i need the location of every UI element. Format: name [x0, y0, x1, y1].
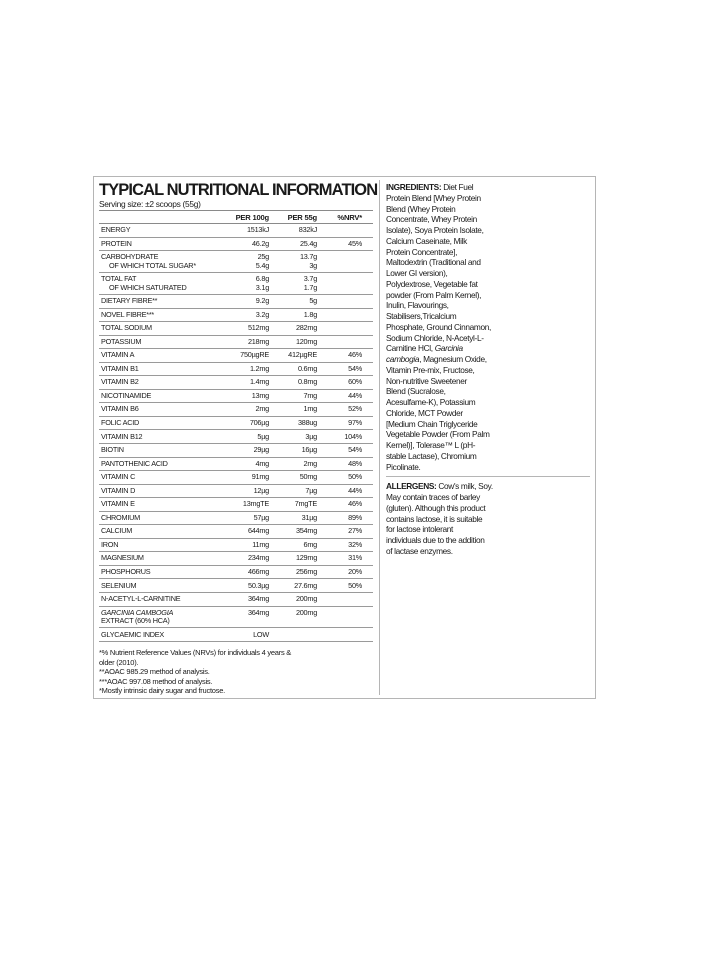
ingredients-line: Non-nutritive Sweetener [386, 375, 467, 386]
value-nrv: 52% [348, 404, 362, 414]
allergens-line: Cow's milk, Soy. [436, 481, 493, 492]
value-per-55g: 50mg [299, 472, 317, 482]
ingredients-line: Polydextrose, Vegetable fat [386, 278, 478, 289]
value-per-55g: 13.7g [299, 252, 317, 262]
footnotes [99, 648, 373, 696]
value-per-100g: 364mg [247, 594, 269, 604]
table-row [99, 403, 373, 417]
value-per-100g: 466mg [247, 567, 269, 577]
nutrient-name: GLYCAEMIC INDEX [101, 629, 165, 639]
value-per-100g: 5.4g [255, 260, 269, 270]
value-per-100g: 1.2mg [249, 363, 269, 373]
serving-size: Serving size: ±2 scoops (55g) [99, 199, 373, 211]
table-row [99, 607, 373, 629]
value-per-100g: 706µg [249, 418, 269, 428]
footnote-line: *Mostly intrinsic dairy sugar and fructose. [99, 686, 225, 696]
value-per-100g: 6.8g [255, 274, 269, 284]
nutrient-name: ENERGY [101, 225, 131, 235]
value-per-55g: 3.7g [303, 274, 317, 284]
value-per-55g: 0.6mg [297, 363, 317, 373]
table-row [99, 417, 373, 431]
page-title: TYPICAL NUTRITIONAL INFORMATION [99, 181, 378, 199]
allergens-line: individuals due to the addition [386, 535, 485, 545]
value-per-100g: 12µg [253, 485, 269, 495]
value-per-55g: 354mg [295, 526, 317, 536]
ingredients-line: Sodium Chloride, N-Acetyl-L- [386, 332, 484, 343]
table-row [99, 309, 373, 323]
allergens-line: for lactose intolerant [386, 524, 454, 535]
value-per-100g: 25g [257, 252, 269, 262]
value-per-100g: 29µg [253, 445, 269, 455]
ingredients-line: Blend (Sucralose, [386, 386, 446, 397]
table-row [99, 628, 373, 642]
value-per-55g: 1mg [303, 404, 317, 414]
value-per-55g: 1.7g [303, 282, 317, 292]
nutrition-table-section [99, 181, 378, 696]
value-per-55g: 7mg [303, 390, 317, 400]
table-row [99, 444, 373, 458]
value-nrv: 44% [348, 485, 362, 495]
ingredients-line: [Medium Chain Triglyceride [386, 418, 478, 429]
ingredients-line: Chloride, MCT Powder [386, 407, 463, 418]
nutrient-name: PHOSPHORUS [101, 567, 151, 577]
allergens-line: of lactase enzymes. [386, 545, 453, 556]
value-per-55g: 25.4g [299, 238, 317, 248]
value-per-100g: 13mgTE [242, 499, 269, 509]
value-per-55g: 7mgTE [294, 499, 317, 509]
ingredients-line: Diet Fuel [441, 182, 474, 192]
ingredients-line: Kernel)], Tolerase™ L (pH- [386, 440, 476, 450]
value-per-55g: 200mg [295, 594, 317, 604]
table-row [99, 238, 373, 252]
value-per-100g: 5µg [257, 431, 269, 441]
value-nrv: 32% [348, 539, 362, 549]
section-divider [386, 476, 590, 477]
value-per-100g: 46.2g [251, 238, 269, 248]
value-per-100g: 1513kJ [246, 225, 269, 235]
value-per-55g: 5g [309, 296, 317, 306]
value-per-100g: 9.2g [255, 296, 269, 306]
value-per-100g: 218mg [247, 336, 269, 346]
nutrient-name: VITAMIN B1 [101, 363, 139, 373]
nutrient-name: BIOTIN [101, 445, 124, 455]
allergens-line: May contain traces of barley [386, 492, 480, 502]
value-per-100g: 91mg [251, 472, 269, 482]
allergens-line: (gluten). Although this product [386, 502, 486, 513]
ingredients-line: cambogia, Magnesium Oxide, [386, 354, 487, 364]
italic-term: Garcinia [434, 343, 463, 354]
nutrient-name: IRON [101, 539, 119, 549]
value-nrv: 89% [348, 512, 362, 522]
value-nrv: 104% [344, 431, 362, 441]
nutrient-name: NOVEL FIBRE*** [101, 309, 155, 319]
nutrition-panel [93, 176, 596, 699]
table-row [99, 552, 373, 566]
footnote-line: older (2010). [99, 657, 139, 667]
col-nrv: %NRV* [337, 213, 362, 222]
table-row [99, 539, 373, 553]
nutrient-name: CALCIUM [101, 526, 133, 536]
value-per-100g: 11mg [252, 539, 269, 549]
value-per-100g: 57µg [253, 512, 269, 522]
nutrient-name: VITAMIN A [101, 350, 135, 360]
ingredients-line: Stabilisers,Tricalcium [386, 311, 457, 321]
ingredients-line: powder (From Palm Kernel), [386, 289, 482, 300]
value-per-100g: 1.4mg [249, 377, 269, 387]
value-nrv: 97% [348, 418, 362, 428]
value-per-100g: 234mg [247, 553, 269, 563]
value-per-55g: 3g [309, 260, 317, 270]
value-per-55g: 120mg [295, 336, 317, 346]
nutrient-name: DIETARY FIBRE** [101, 296, 158, 306]
value-per-100g: 2mg [255, 404, 269, 414]
table-row [99, 336, 373, 350]
table-header [99, 211, 373, 224]
value-per-100g: 750µgRE [240, 350, 269, 360]
table-row [99, 471, 373, 485]
nutrient-name: OF WHICH TOTAL SUGAR* [109, 260, 196, 270]
ingredients-line: Phosphate, Ground Cinnamon, [386, 321, 491, 332]
value-per-100g: 4mg [255, 458, 269, 468]
value-nrv: 46% [348, 499, 362, 509]
value-per-100g: 3.2g [255, 309, 269, 319]
ingredients-line: Isolate), Soya Protein Isolate, [386, 225, 484, 235]
ingredients-line: stable Lactase), Chromium [386, 450, 477, 461]
nutrient-name: EXTRACT (60% HCA) [101, 616, 170, 626]
nutrient-name: MAGNESIUM [101, 553, 144, 563]
value-per-55g: 1.8g [303, 309, 317, 319]
column-divider [379, 180, 380, 695]
ingredients-section [386, 182, 590, 557]
nutrient-name: PROTEIN [101, 238, 132, 248]
ingredients-line: Blend (Whey Protein [386, 203, 456, 214]
allergens-line: contains lactose, it is suitable [386, 513, 483, 524]
value-nrv: 54% [348, 445, 362, 455]
value-per-100g: 50.3µg [248, 580, 269, 590]
value-per-55g: 27.6mg [294, 580, 317, 590]
nutrient-name: N-ACETYL-L-CARNITINE [101, 594, 181, 604]
table-row [99, 593, 373, 607]
table-row [99, 349, 373, 363]
nutrient-name: TOTAL FAT [101, 274, 137, 284]
ingredients-line: Protein Concentrate], [386, 246, 458, 257]
value-per-100g: 3.1g [255, 282, 269, 292]
value-nrv: 54% [348, 363, 362, 373]
value-per-55g: 256mg [295, 567, 317, 577]
ingredients-line: Picolinate. [386, 461, 421, 472]
nutrient-name: NICOTINAMIDE [101, 390, 152, 400]
ingredients-line: Maltodextrin (Traditional and [386, 257, 481, 268]
col-per-100g: PER 100g [235, 213, 269, 222]
nutrient-name: PANTOTHENIC ACID [101, 458, 168, 468]
value-nrv: 20% [348, 567, 362, 577]
ingredients-line: Carnitine HCl, [386, 343, 435, 354]
value-per-55g: 282mg [295, 323, 317, 333]
allergens-text [386, 481, 590, 556]
value-per-55g: 7µg [305, 485, 317, 495]
value-nrv: 60% [348, 377, 362, 387]
value-per-55g: 200mg [295, 607, 317, 617]
nutrient-name: VITAMIN C [101, 472, 136, 482]
table-row [99, 322, 373, 336]
nutrient-name: CHROMIUM [101, 512, 140, 522]
table-row [99, 485, 373, 499]
value-per-55g: 388ug [297, 418, 317, 428]
nutrient-name: VITAMIN B6 [101, 404, 139, 414]
ingredients-line: Acesulfame-K), Potassium [386, 397, 476, 407]
nutrient-name: GARCINIA CAMBOGIA [101, 607, 174, 617]
ingredients-line: Vegetable Powder (From Palm [386, 429, 490, 440]
nutrient-name: VITAMIN B2 [101, 377, 139, 387]
nutrient-name: OF WHICH SATURATED [109, 282, 187, 292]
value-per-55g: 16µg [301, 445, 317, 455]
table-row [99, 512, 373, 526]
ingredients-line: Lower GI version), [386, 268, 448, 278]
value-nrv: 50% [348, 472, 362, 482]
value-nrv: 27% [348, 526, 362, 536]
table-row [99, 579, 373, 593]
nutrition-table-body [99, 224, 373, 642]
ingredients-line: Inulin, Flavourings, [386, 300, 449, 311]
value-per-100g: 364mg [247, 607, 269, 617]
table-row [99, 430, 373, 444]
table-row [99, 273, 373, 295]
value-per-55g: 2mg [303, 458, 317, 468]
value-nrv: 50% [348, 580, 362, 590]
nutrient-name: SELENIUM [101, 580, 137, 590]
value-per-100g: LOW [253, 629, 269, 639]
value-per-55g: 6mg [303, 539, 317, 549]
value-per-100g: 13mg [251, 390, 269, 400]
footnote-line: *% Nutrient Reference Values (NRVs) for individuals 4 years & [99, 648, 292, 658]
value-per-100g: 512mg [247, 323, 269, 333]
ingredients-line: Vitamin Pre-mix, Fructose, [386, 364, 475, 375]
table-row [99, 251, 373, 273]
value-nrv: 31% [348, 553, 362, 563]
ingredients-line: Calcium Caseinate, Milk [386, 235, 467, 246]
table-row [99, 363, 373, 377]
nutrient-name: VITAMIN E [101, 499, 135, 509]
value-nrv: 45% [348, 238, 362, 248]
value-nrv: 48% [348, 458, 362, 468]
table-row [99, 525, 373, 539]
value-per-55g: 0.8mg [297, 377, 317, 387]
table-row [99, 498, 373, 512]
table-row [99, 295, 373, 309]
nutrient-name: VITAMIN B12 [101, 431, 143, 441]
nutrient-name: VITAMIN D [101, 485, 136, 495]
table-row [99, 566, 373, 580]
nutrient-name: FOLIC ACID [101, 418, 140, 428]
allergens-label: ALLERGENS: [386, 481, 437, 492]
value-nrv: 44% [348, 390, 362, 400]
value-per-55g: 3µg [305, 431, 317, 441]
nutrient-name: CARBOHYDRATE [101, 252, 159, 262]
nutrient-name: POTASSIUM [101, 336, 142, 346]
value-per-55g: 31µg [301, 512, 317, 522]
table-row [99, 224, 373, 238]
table-row [99, 458, 373, 472]
table-row [99, 390, 373, 404]
value-per-100g: 644mg [247, 526, 269, 536]
table-row [99, 376, 373, 390]
ingredients-label: INGREDIENTS: [386, 182, 442, 192]
ingredients-text [386, 182, 590, 472]
value-nrv: 46% [348, 350, 362, 360]
footnote-line: **AOAC 985.29 method of analysis. [99, 667, 210, 677]
value-per-55g: 412µgRE [288, 350, 317, 360]
value-per-55g: 832kJ [298, 225, 317, 235]
ingredients-line: Protein Blend [Whey Protein [386, 192, 481, 203]
value-per-55g: 129mg [295, 553, 317, 563]
col-per-55g: PER 55g [287, 213, 317, 222]
footnote-line: ***AOAC 997.08 method of analysis. [99, 676, 213, 686]
nutrient-name: TOTAL SODIUM [101, 323, 152, 333]
ingredients-line: Concentrate, Whey Protein [386, 214, 477, 225]
